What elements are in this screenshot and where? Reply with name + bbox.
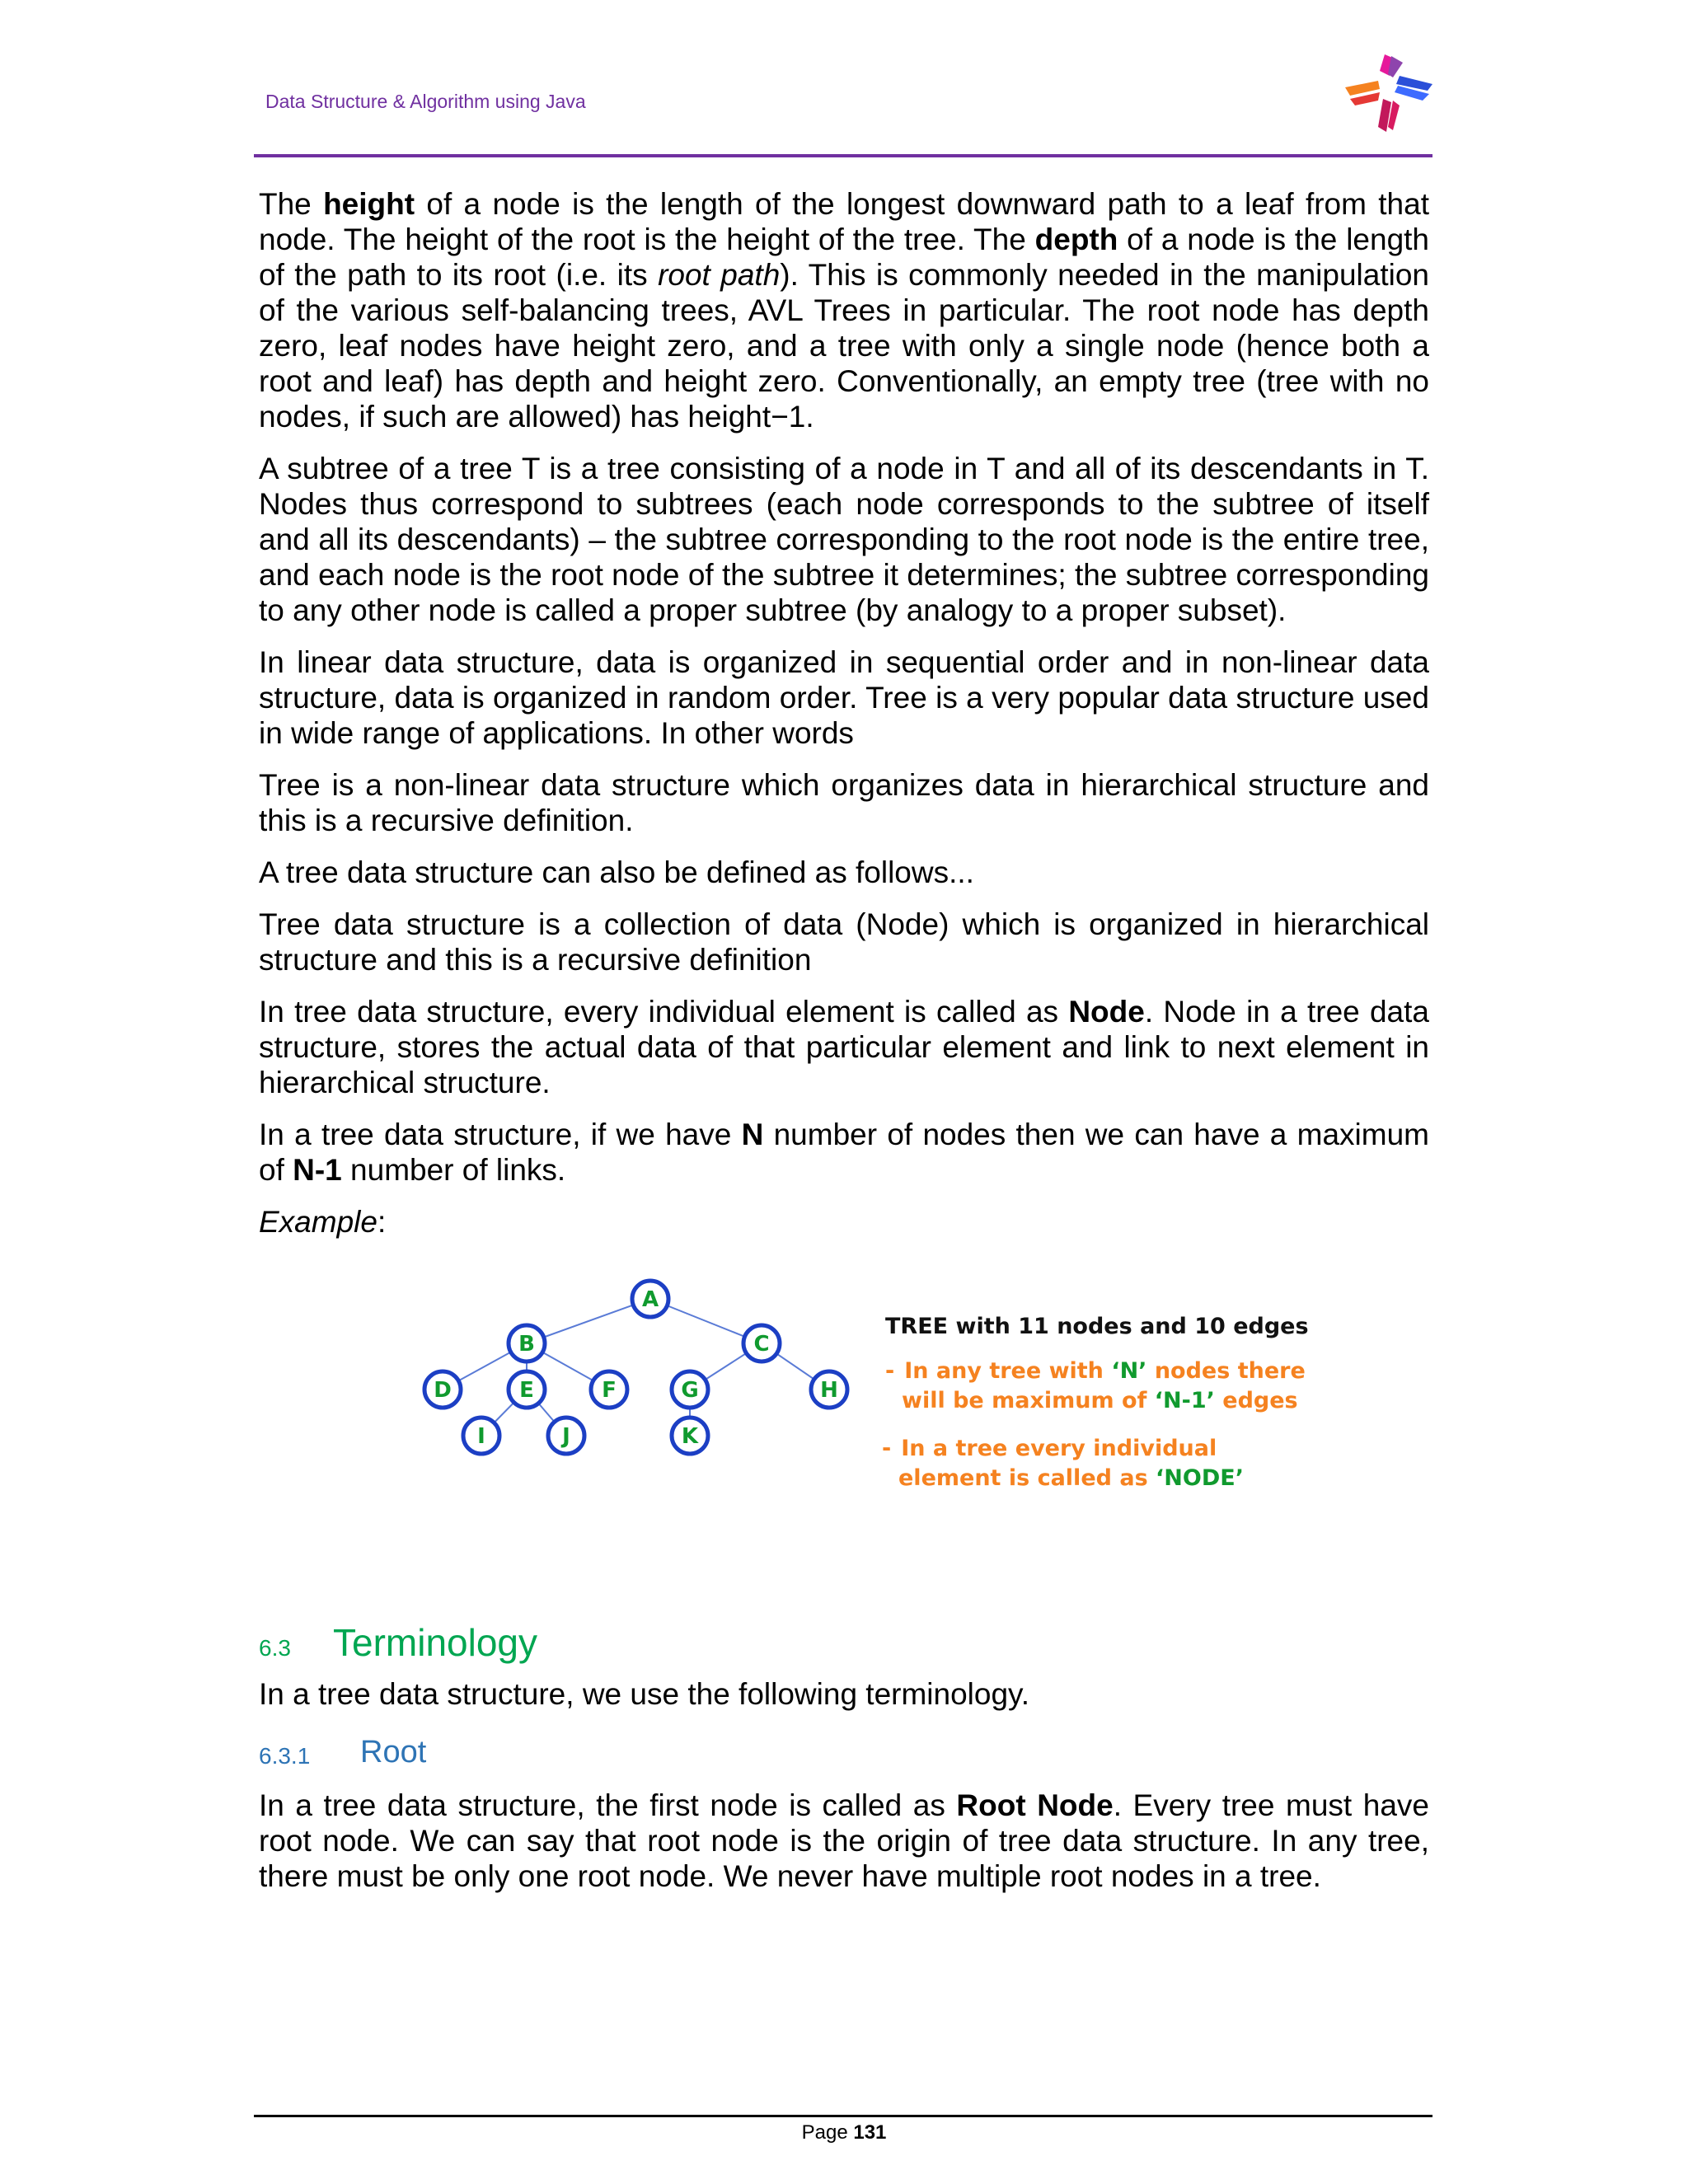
tree-node-H	[811, 1371, 847, 1408]
figure-caption-title: TREE with 11 nodes and 10 edges	[885, 1314, 1309, 1339]
tree-diagram	[259, 1254, 1429, 1584]
example-label: Example:	[259, 1205, 387, 1239]
tree-node-A	[632, 1281, 668, 1317]
tree-node-B	[509, 1325, 545, 1361]
tree-node-label: J	[562, 1424, 570, 1449]
publisher-logo-icon	[1342, 51, 1434, 135]
paragraph-links-count: In a tree data structure, if we have N number of nodes then we can have a maximum of N-1 number of links.	[259, 1118, 1429, 1187]
tree-node-label: G	[681, 1378, 699, 1403]
page-content	[259, 186, 1429, 1910]
tree-node-C	[743, 1325, 780, 1361]
paragraph-tree-definition: Tree is a non-linear data structure which organizes data in hierarchical structure and this is a recursive definition.	[259, 768, 1429, 837]
section-heading-terminology	[259, 1620, 1429, 1668]
footer-divider	[254, 2115, 1432, 2117]
figure-bullet2-line1: - In a tree every individual	[882, 1436, 1217, 1461]
tree-node-D	[424, 1371, 461, 1408]
paragraph-root-node: In a tree data structure, the first node is called as Root Node. Every tree must have root node. We can say that root node is the origin of tree data structure. In any tree, there must be only one root node. We never have multiple root nodes in a tree.	[259, 1788, 1429, 1893]
paragraph-node-definition: In tree data structure, every individual element is called as Node. Node in a tree data structure, stores the actual data of that particular element and link to next element in hierarchical structure.	[259, 995, 1429, 1099]
tree-node-label: A	[641, 1287, 659, 1312]
tree-node-I	[463, 1418, 499, 1454]
paragraph-terminology-intro: In a tree data structure, we use the following terminology.	[259, 1677, 1030, 1711]
section-title: Terminology	[333, 1621, 537, 1664]
tree-node-label: C	[753, 1332, 770, 1357]
tree-node-label: D	[434, 1378, 452, 1403]
running-header-title: Data Structure & Algorithm using Java	[265, 91, 586, 112]
tree-node-label: E	[519, 1378, 534, 1403]
subsection-title: Root	[360, 1735, 427, 1769]
subsection-number: 6.3.1	[259, 1743, 311, 1769]
section-number: 6.3	[259, 1635, 291, 1661]
tree-node-label: H	[820, 1378, 838, 1403]
figure-bullet1-line1: - In any tree with ‘N’ nodes there	[885, 1358, 1306, 1384]
tree-example-figure	[259, 1254, 1429, 1584]
paragraph-subtree: A subtree of a tree T is a tree consisting of a node in T and all of its descendants in T. Nodes thus correspond to subtrees (each node corresponds to the subtree of itself and all its descendants) – the subtree corresponding to the root node is the entire tree, and each node is the root node of the subtree it determines; the subtree corresponding to any other node is called a proper subtree (by analogy to a proper subset).	[259, 452, 1429, 627]
paragraph-tree-collection: Tree data structure is a collection of data (Node) which is organized in hierarchical structure and this is a recursive definition	[259, 907, 1429, 977]
page-number: Page 131	[801, 2121, 887, 2144]
tree-node-label: F	[602, 1378, 617, 1403]
paragraph-linear-vs-nonlinear: In linear data structure, data is organized in sequential order and in non-linear data structure, data is organized in random order. Tree is a very popular data structure used in wide range of applications. In other words	[259, 645, 1429, 750]
tree-node-J	[548, 1418, 584, 1454]
paragraph-height-depth: The height of a node is the length of the longest downward path to a leaf from that node. The height of the root is the height of the tree. The depth of a node is the length of the path to its root (i.e. its root path). This is commonly needed in the manipulation of the various self-balancing trees, AVL Trees in particular. The root node has depth zero, leaf nodes have height zero, and a tree with only a single node (hence both a root and leaf) has depth and height zero. Conventionally, an empty tree (tree with no nodes, if such are allowed) has height−1.	[259, 187, 1430, 434]
subsection-heading-root	[259, 1733, 1429, 1776]
tree-node-label: I	[477, 1424, 485, 1449]
figure-bullet1-line2: will be maximum of ‘N-1’ edges	[902, 1388, 1298, 1413]
tree-node-K	[672, 1418, 708, 1454]
paragraph-alt-definition-intro: A tree data structure can also be defined as follows...	[259, 855, 974, 889]
tree-node-G	[672, 1371, 708, 1408]
tree-node-label: B	[518, 1332, 535, 1357]
tree-node-F	[591, 1371, 627, 1408]
header-divider	[254, 154, 1432, 157]
figure-bullet2-line2: element is called as ‘NODE’	[898, 1465, 1244, 1491]
tree-node-label: K	[681, 1424, 699, 1449]
tree-node-E	[509, 1371, 545, 1408]
